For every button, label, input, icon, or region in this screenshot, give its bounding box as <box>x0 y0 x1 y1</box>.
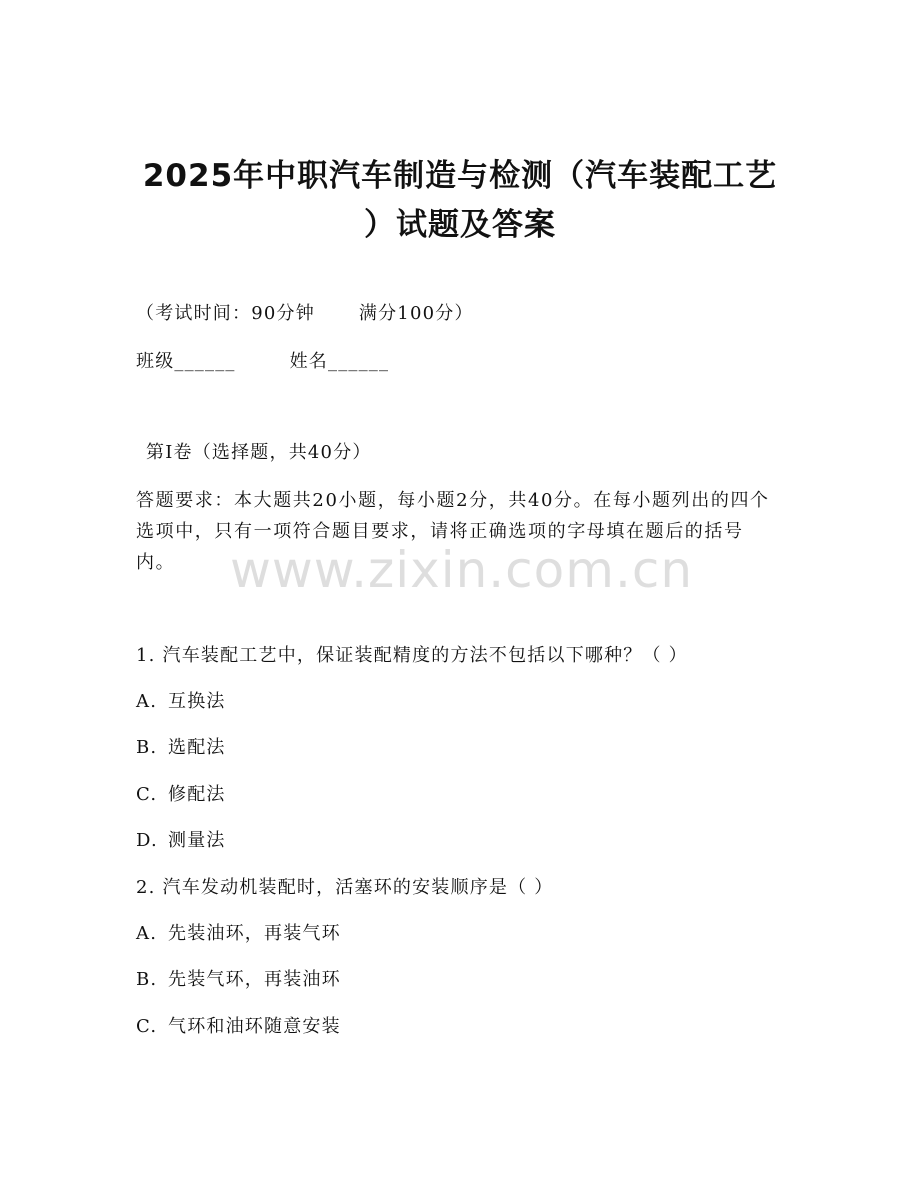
option-letter: D. <box>136 830 158 851</box>
exam-info <box>136 301 474 327</box>
document-title-line-1: 2025年中职汽车制造与检测（汽车装配工艺 <box>142 158 778 194</box>
option-item <box>136 828 226 854</box>
watermark: www.zixin.com.cn <box>230 541 694 599</box>
option-text: 修配法 <box>168 784 226 805</box>
option-text: 先装气环，再装油环 <box>168 969 341 990</box>
option-letter: C. <box>136 1016 158 1037</box>
option-item <box>136 689 226 715</box>
question-stem: 1. 汽车装配工艺中，保证装配精度的方法不包括以下哪种？（ ） <box>136 645 688 666</box>
class-field: 班级______ <box>136 351 236 372</box>
question-stem: 2. 汽车发动机装配时，活塞环的安装顺序是（ ） <box>136 877 554 898</box>
document-title-line-2: ）试题及答案 <box>364 207 556 243</box>
exam-time: （考试时间：90分钟 <box>136 303 315 324</box>
option-letter: A. <box>136 923 158 944</box>
option-letter: B. <box>136 737 158 758</box>
option-item <box>136 1014 341 1040</box>
option-text: 先装油环，再装气环 <box>168 923 341 944</box>
section-title: 第Ⅰ卷（选择题，共40分） <box>146 442 372 463</box>
exam-full-score: 满分100分） <box>358 303 474 324</box>
option-text: 气环和油环随意安装 <box>168 1016 341 1037</box>
option-letter: B. <box>136 969 158 990</box>
option-item <box>136 921 341 947</box>
name-field: 姓名______ <box>289 351 390 372</box>
option-item <box>136 967 341 993</box>
option-item <box>136 782 226 808</box>
option-letter: C. <box>136 784 158 805</box>
student-info <box>136 349 389 375</box>
option-letter: A. <box>136 691 158 712</box>
option-text: 互换法 <box>168 691 226 712</box>
option-text: 测量法 <box>168 830 226 851</box>
option-item <box>136 735 226 761</box>
option-text: 选配法 <box>168 737 226 758</box>
instructions: 答题要求：本大题共20小题，每小题2分，共40分。在每小题列出的四个选项中，只有一项符合题目要求，请将正确选项的字母填在题后的括号内。 <box>136 490 770 573</box>
